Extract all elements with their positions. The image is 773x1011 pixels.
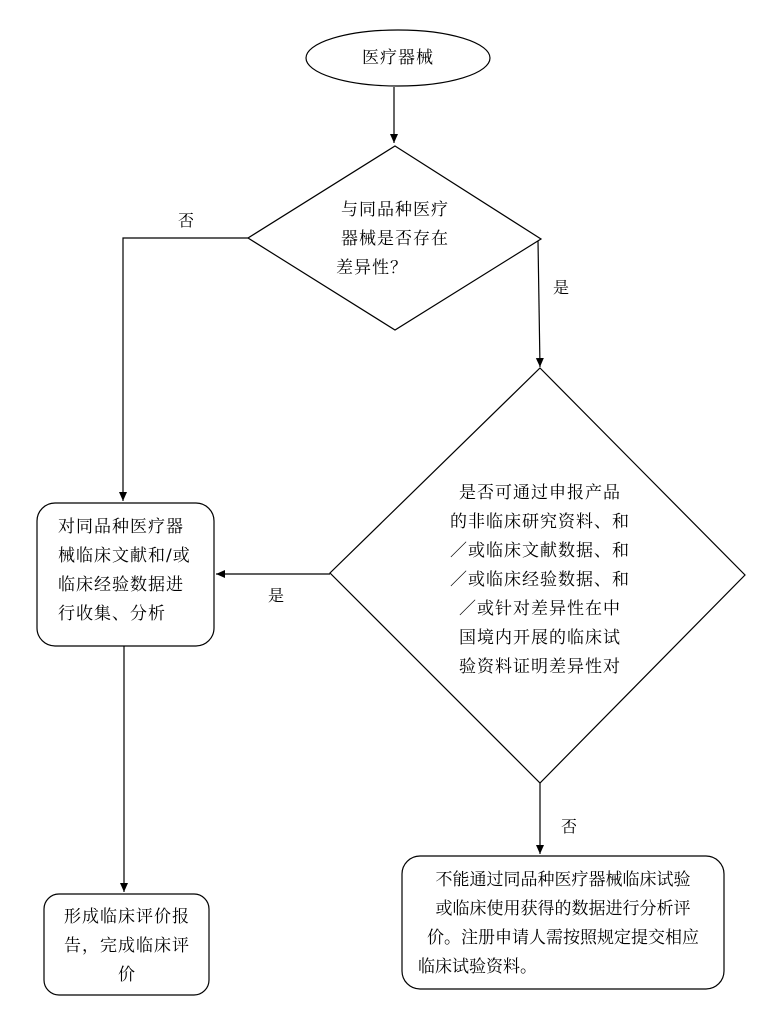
- decision2-line: 验资料证明差异性对: [459, 657, 621, 677]
- trial-text: [404, 866, 722, 982]
- decision1-line: 器械是否存在: [341, 229, 449, 249]
- report-line: 价: [118, 965, 136, 985]
- edge-label-decision2-yes: 是: [268, 586, 285, 605]
- decision1-line: 与同品种医疗: [341, 200, 449, 220]
- trial-line: 临床试验资料。: [418, 957, 537, 977]
- arrow-decision1-no: [123, 238, 248, 501]
- decision2-line: 是否可通过申报产品: [459, 483, 621, 503]
- decision2-line: ／或临床文献数据、和: [450, 541, 630, 561]
- decision2-line: 国境内开展的临床试: [459, 628, 621, 648]
- collect-line: 临床经验数据进: [58, 575, 184, 595]
- decision1-line: 差异性？: [336, 258, 408, 278]
- collect-text: [58, 513, 208, 629]
- report-text: [48, 903, 206, 990]
- decision1-text: [320, 196, 470, 283]
- report-line: 形成临床评价报: [64, 907, 190, 927]
- trial-line: 或临床使用获得的数据进行分析评: [435, 899, 691, 919]
- edge-label-decision2-no: 否: [561, 817, 578, 836]
- edge-label-decision1-yes: 是: [553, 278, 570, 297]
- edge-label-decision1-no: 否: [178, 211, 195, 230]
- decision2-text: [430, 479, 650, 682]
- collect-line: 械临床文献和/或: [58, 546, 191, 566]
- report-line: 告，完成临床评: [64, 936, 190, 956]
- arrow-decision1-yes: [538, 241, 540, 367]
- collect-line: 行收集、分析: [58, 604, 166, 624]
- trial-line: 不能通过同品种医疗器械临床试验: [435, 870, 691, 890]
- decision2-line: 的非临床研究资料、和: [450, 512, 630, 532]
- decision2-line: ／或临床经验数据、和: [450, 570, 630, 590]
- start-label: 医疗器械: [362, 48, 434, 68]
- collect-line: 对同品种医疗器: [58, 517, 184, 537]
- trial-line: 价。注册申请人需按照规定提交相应: [427, 928, 699, 948]
- decision2-line: ／或针对差异性在中: [459, 599, 621, 619]
